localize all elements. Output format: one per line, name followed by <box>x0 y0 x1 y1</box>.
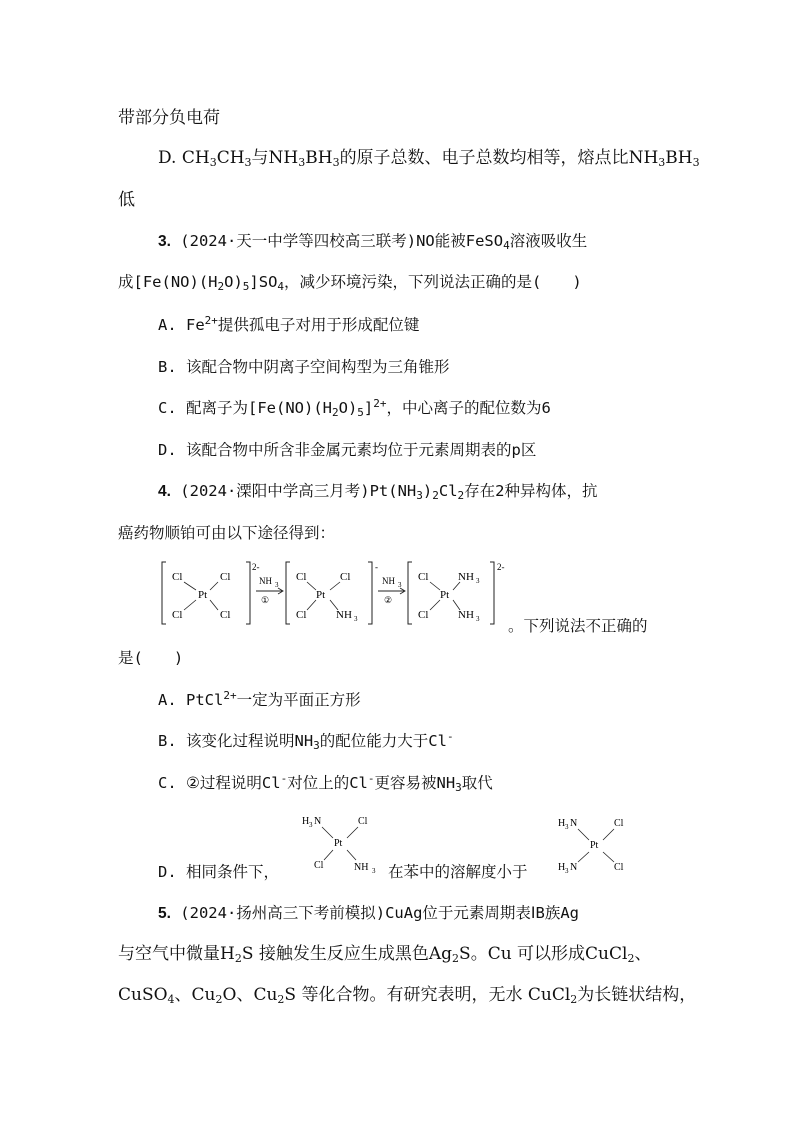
reagent-label: NH <box>259 576 272 586</box>
ligand-label: NH <box>458 609 474 621</box>
text-fragment: 癌药物顺铂可由以下途径得到： <box>118 524 336 542</box>
ligand-label: Cl <box>296 609 307 621</box>
text-fragment: ，中心离子的配位数为6 <box>386 399 551 417</box>
subscript: 5 <box>357 406 364 419</box>
subscript: 2 <box>457 489 465 502</box>
text-line <box>118 190 135 210</box>
text-fragment: 溶液吸收生 <box>509 232 588 250</box>
complex-3 <box>408 562 505 624</box>
arrow-step-2 <box>378 576 405 605</box>
question-5-stem <box>158 903 579 924</box>
option-b <box>158 731 454 751</box>
text-fragment: 与空气中微量H <box>118 944 235 964</box>
subscript: 2 <box>215 993 223 1006</box>
text-fragment: A. Fe <box>158 316 205 334</box>
arrow-step-1 <box>256 576 283 605</box>
question-4-stem <box>158 481 598 502</box>
option-a <box>158 690 361 710</box>
superscript: - <box>446 730 454 743</box>
formula: BH <box>665 148 693 168</box>
text-fragment: D. 相同条件下， <box>158 863 279 881</box>
subscript: 3 <box>372 867 376 875</box>
text-fragment: B. 该配合物中阴离子空间构型为三角锥形 <box>158 358 450 376</box>
subscript: 4 <box>503 239 510 252</box>
text-fragment: O) <box>338 399 358 417</box>
subscript: 3 <box>398 581 402 589</box>
ligand-label: Cl <box>614 862 624 873</box>
text-fragment: ]SO <box>249 273 278 291</box>
question-number: 3. <box>158 233 171 250</box>
metal-center: Pt <box>590 840 599 851</box>
option-d <box>158 440 536 460</box>
question-3-stem-2 <box>118 272 582 292</box>
subscript: 3 <box>313 739 320 752</box>
text-fragment: ，减少环境污染，下列说法正确的是( ) <box>284 273 582 291</box>
subscript: 2 <box>627 952 635 965</box>
text-line-continuation <box>118 108 220 128</box>
text-fragment: C. 配离子为[Fe(NO)(H <box>158 399 332 417</box>
subscript: 2 <box>432 489 439 502</box>
ligand-label: N <box>570 818 578 829</box>
question-4-stem-2 <box>118 523 335 543</box>
text-fragment: ] <box>363 399 374 417</box>
subscript: 2 <box>234 952 242 965</box>
isomer-1-structure <box>300 810 390 880</box>
subscript: 2 <box>452 952 460 965</box>
subscript: 3 <box>416 489 423 502</box>
subscript: 3 <box>309 821 313 829</box>
subscript: 3 <box>244 156 252 169</box>
step-label: ② <box>384 595 393 605</box>
subscript: 3 <box>565 867 569 875</box>
subscript: 3 <box>275 581 279 589</box>
text-fragment: 在苯中的溶解度小于 <box>388 863 528 881</box>
text-fragment: S 接触发生反应生成黑色Ag <box>241 944 453 964</box>
subscript: 3 <box>332 156 340 169</box>
complex-1 <box>162 562 260 624</box>
superscript: - <box>280 772 288 785</box>
text-fragment: S 等化合物。有研究表明，无水 CuCl <box>284 985 571 1005</box>
ligand-label: H <box>558 862 566 873</box>
question-3-stem <box>158 231 587 252</box>
metal-center: Pt <box>198 589 208 601</box>
text-fragment: (2024·扬州高三下考前模拟)CuAg位于元素周期表ⅠB族Ag <box>180 904 579 922</box>
text-fragment: 存在2种异构体，抗 <box>464 482 598 500</box>
formula: NH <box>628 148 659 168</box>
ligand-label: Cl <box>220 609 231 621</box>
ligand-label: Cl <box>358 816 368 827</box>
ligand-label: NH <box>458 571 474 583</box>
metal-center: Pt <box>440 589 450 601</box>
text-fragment: 为长链状结构， <box>577 985 697 1005</box>
text-fragment: 更容易被NH <box>374 774 456 792</box>
subscript: 3 <box>354 615 358 623</box>
text-fragment: CuSO <box>118 985 168 1005</box>
text-fragment: O、Cu <box>222 985 278 1005</box>
complex-2 <box>286 562 378 624</box>
text-fragment: 对位上的Cl <box>287 774 368 792</box>
question-5-stem-2 <box>118 944 651 964</box>
text-fragment: A. PtCl <box>158 691 224 709</box>
text-fragment: ) <box>422 482 433 500</box>
ligand-label: Cl <box>340 571 351 583</box>
subscript: 3 <box>658 156 666 169</box>
ligand-label: H <box>558 818 566 829</box>
option-d-prev <box>158 148 700 168</box>
subscript: 2 <box>277 993 285 1006</box>
text-fragment: 成[Fe(NO)(H <box>118 273 218 291</box>
text-fragment: 一定为平面正方形 <box>236 691 361 709</box>
ligand-label: NH <box>354 862 369 873</box>
text-fragment: 提供孤电子对用于形成配位键 <box>217 316 420 334</box>
text-fragment: (2024·天一中学等四校高三联考)NO能被FeSO <box>180 232 504 250</box>
ligand-label: Cl <box>172 609 183 621</box>
subscript: 3 <box>455 781 462 794</box>
text-fragment: 的原子总数、电子总数均相等，熔点比 <box>339 148 629 168</box>
subscript: 2 <box>570 993 578 1006</box>
text-fragment: B. 该变化过程说明NH <box>158 732 314 750</box>
text-fragment: 的配位能力大于Cl <box>319 732 447 750</box>
subscript: 3 <box>692 156 700 169</box>
charge-label: 2- <box>252 562 260 572</box>
ligand-label: Cl <box>614 818 624 829</box>
isomer-2-structure <box>556 812 646 878</box>
option-c <box>158 398 551 418</box>
superscript: 2+ <box>373 397 387 410</box>
formula: NH <box>268 148 299 168</box>
text-fragment: 带部分负电荷 <box>118 108 220 128</box>
question-number: 5. <box>158 905 171 922</box>
question-number: 4. <box>158 483 171 500</box>
option-d-label <box>158 862 279 882</box>
ligand-label: Cl <box>220 571 231 583</box>
text-fragment: D. 该配合物中所含非金属元素均位于元素周期表的p区 <box>158 441 537 459</box>
subscript: 3 <box>565 823 569 831</box>
ligand-label: Cl <box>172 571 183 583</box>
text-fragment: 低 <box>118 190 135 210</box>
text-fragment: Cl <box>438 482 458 500</box>
subscript: 4 <box>277 280 285 293</box>
formula: BH <box>305 148 333 168</box>
superscript: - <box>367 772 375 785</box>
text-fragment: 、 <box>634 944 652 964</box>
text-fragment: 是( ) <box>118 649 184 667</box>
option-d-middle <box>388 862 528 882</box>
charge-label: - <box>375 562 378 572</box>
reaction-scheme <box>156 558 506 632</box>
reagent-label: NH <box>382 576 395 586</box>
ligand-label: N <box>314 816 322 827</box>
text-fragment: 、Cu <box>174 985 216 1005</box>
subscript: 3 <box>298 156 306 169</box>
text-fragment: C. ②过程说明Cl <box>158 774 281 792</box>
ligand-label: Cl <box>418 609 429 621</box>
formula: CH <box>181 148 210 168</box>
text-fragment: (2024·溧阳中学高三月考)Pt(NH <box>180 482 417 500</box>
metal-center: Pt <box>316 589 326 601</box>
ligand-label: H <box>302 816 310 827</box>
ligand-label: Cl <box>296 571 307 583</box>
question-4-after-scheme <box>508 616 648 636</box>
text-fragment: S。Cu 可以形成CuCl <box>459 944 628 964</box>
superscript: 2+ <box>204 314 218 327</box>
ligand-label: Cl <box>314 860 324 871</box>
ligand-label: N <box>570 862 578 873</box>
step-label: ① <box>261 595 270 605</box>
subscript: 3 <box>476 615 480 623</box>
metal-center: Pt <box>334 838 343 849</box>
superscript: 2+ <box>223 689 237 702</box>
ligand-label: NH <box>336 609 352 621</box>
subscript: 3 <box>476 577 480 585</box>
option-b <box>158 357 450 377</box>
subscript: 5 <box>242 280 250 293</box>
option-c <box>158 773 493 793</box>
subscript: 3 <box>209 156 217 169</box>
subscript: 4 <box>167 993 175 1006</box>
text-fragment: 取代 <box>461 774 493 792</box>
subscript: 2 <box>331 406 339 419</box>
subscript: 2 <box>217 280 225 293</box>
option-a <box>158 315 419 335</box>
formula: CH <box>216 148 245 168</box>
text-fragment: 与 <box>251 148 269 168</box>
text-fragment: O) <box>224 273 243 291</box>
question-4-stem-3 <box>118 648 183 668</box>
charge-label: 2- <box>497 562 505 572</box>
option-label: D. <box>158 148 182 168</box>
question-5-stem-3 <box>118 985 696 1005</box>
ligand-label: Cl <box>418 571 429 583</box>
text-fragment: 。下列说法不正确的 <box>508 617 648 635</box>
